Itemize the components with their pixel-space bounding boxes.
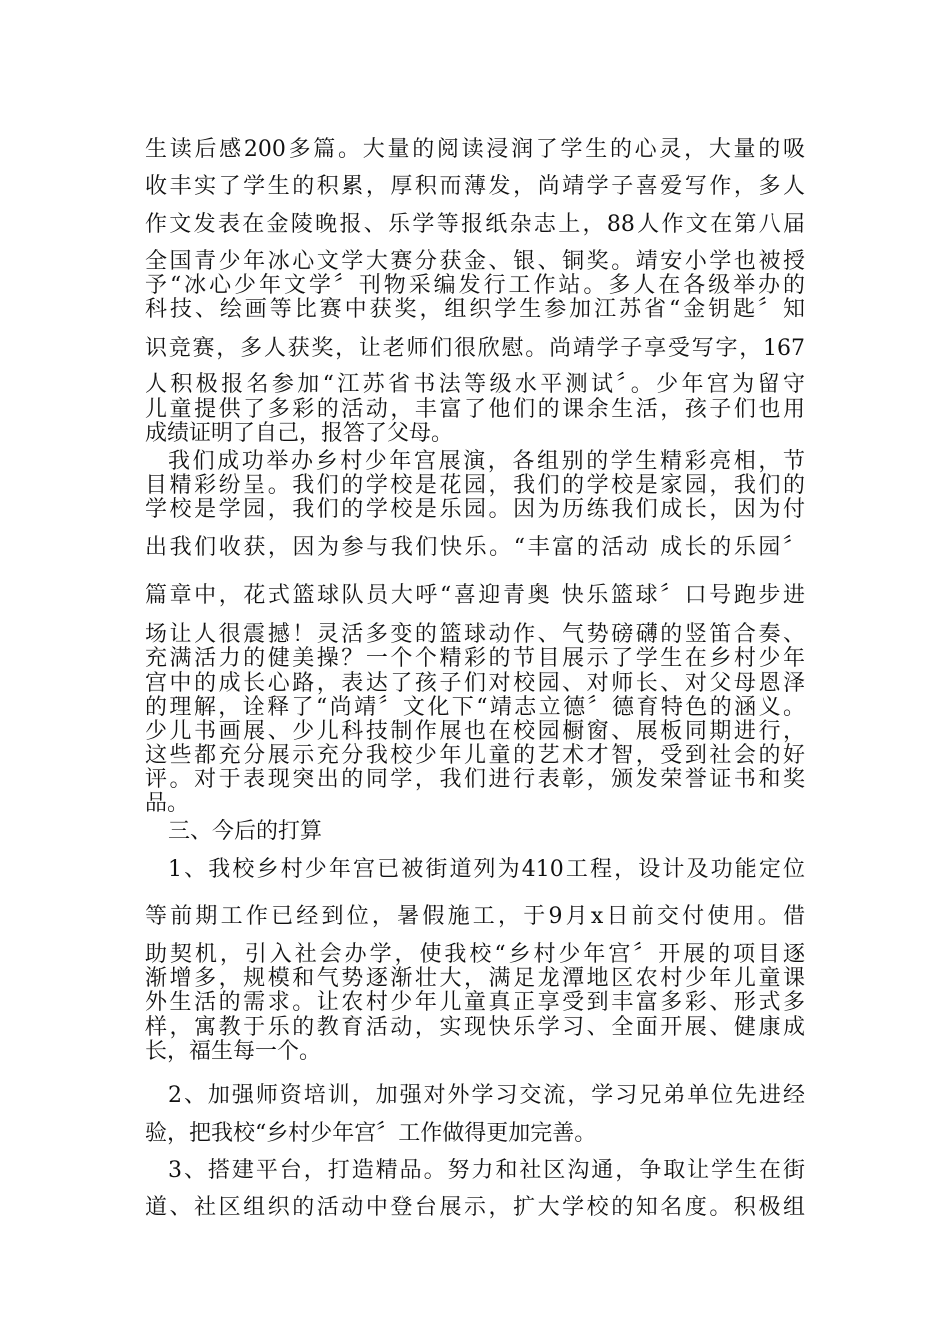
text-line: 生读后感200多篇。大量的阅读浸润了学生的心灵，大量的吸 (145, 137, 805, 162)
text-line: 品。 (145, 791, 190, 816)
text-line: 篇章中，花式篮球队员大呼“喜迎青奥 快乐篮球〞口号跑步进 (145, 583, 805, 608)
text-line: 全国青少年冰心文学大赛分获金、银、铜奖。靖安小学也被授 (145, 249, 805, 274)
text-line: 作文发表在金陵晚报、乐学等报纸杂志上，88人作文在第八届 (145, 212, 805, 237)
text-line: 渐增多，规模和气势逐渐壮大，满足龙潭地区农村少年儿童课 (145, 966, 805, 991)
text-line: 等前期工作已经到位，暑假施工，于9月x日前交付使用。借 (145, 904, 805, 929)
text-line: 评。对于表现突出的同学，我们进行表彰，颁发荣誉证书和奖 (145, 767, 805, 792)
text-line: 出我们收获，因为参与我们快乐。“丰富的活动 成长的乐园〞 (145, 535, 805, 560)
text-line: 外生活的需求。让农村少年儿童真正享受到丰富多彩、形式多 (145, 990, 805, 1015)
text-line: 充满活力的健美操？一个个精彩的节目展示了学生在乡村少年 (145, 646, 805, 671)
text-line: 识竞赛，多人获奖，让老师们很欣慰。尚靖学子享受写字，167 (145, 336, 805, 361)
text-line: 学校是学园，我们的学校是乐园。因为历练我们成长，因为付 (145, 497, 805, 522)
text-line: 目精彩纷呈。我们的学校是花园，我们的学校是家园，我们的 (145, 473, 805, 498)
text-line: 道、社区组织的活动中登台展示，扩大学校的知名度。积极组 (145, 1195, 805, 1220)
text-line: 1、我校乡村少年宫已被街道列为410工程，设计及功能定位 (168, 857, 805, 882)
text-line: 收丰实了学生的积累，厚积而薄发，尚靖学子喜爱写作，多人 (145, 174, 805, 199)
text-line: 儿童提供了多彩的活动，丰富了他们的课余生活，孩子们也用 (145, 397, 805, 422)
text-line: 验，把我校“乡村少年宫〞工作做得更加完善。 (145, 1121, 597, 1146)
text-line: 样，寓教于乐的教育活动，实现快乐学习、全面开展、健康成 (145, 1015, 805, 1040)
text-line: 长，福生每一个。 (145, 1039, 322, 1064)
text-line: 宫中的成长心路，表达了孩子们对校园、对师长、对父母恩泽 (145, 671, 805, 696)
text-line: 成绩证明了自己，报答了父母。 (145, 421, 454, 446)
text-line: 予“冰心少年文学〞刊物采编发行工作站。多人在各级举办的 (145, 273, 805, 298)
text-line: 场让人很震撼！灵活多变的篮球动作、气势磅礴的竖笛合奏、 (145, 622, 805, 647)
text-line: 少儿书画展、少儿科技制作展也在校园橱窗、展板同期进行， (145, 719, 805, 744)
text-line: 3、搭建平台，打造精品。努力和社区沟通，争取让学生在街 (168, 1158, 805, 1183)
text-line: 的理解，诠释了“尚靖〞文化下“靖志立德〞德育特色的涵义。 (145, 695, 805, 720)
text-line: 2、加强师资培训，加强对外学习交流，学习兄弟单位先进经 (168, 1083, 805, 1108)
section-heading: 三、今后的打算 (168, 819, 323, 844)
text-line: 人积极报名参加“江苏省书法等级水平测试〞。少年宫为留守 (145, 372, 805, 397)
text-line: 科技、绘画等比赛中获奖，组织学生参加江苏省“金钥匙〞知 (145, 297, 805, 322)
text-line: 我们成功举办乡村少年宫展演，各组别的学生精彩亮相，节 (168, 449, 805, 474)
text-line: 这些都充分展示充分我校少年儿童的艺术才智，受到社会的好 (145, 743, 805, 768)
text-line: 助契机，引入社会办学，使我校“乡村少年宫〞开展的项目逐 (145, 942, 805, 967)
